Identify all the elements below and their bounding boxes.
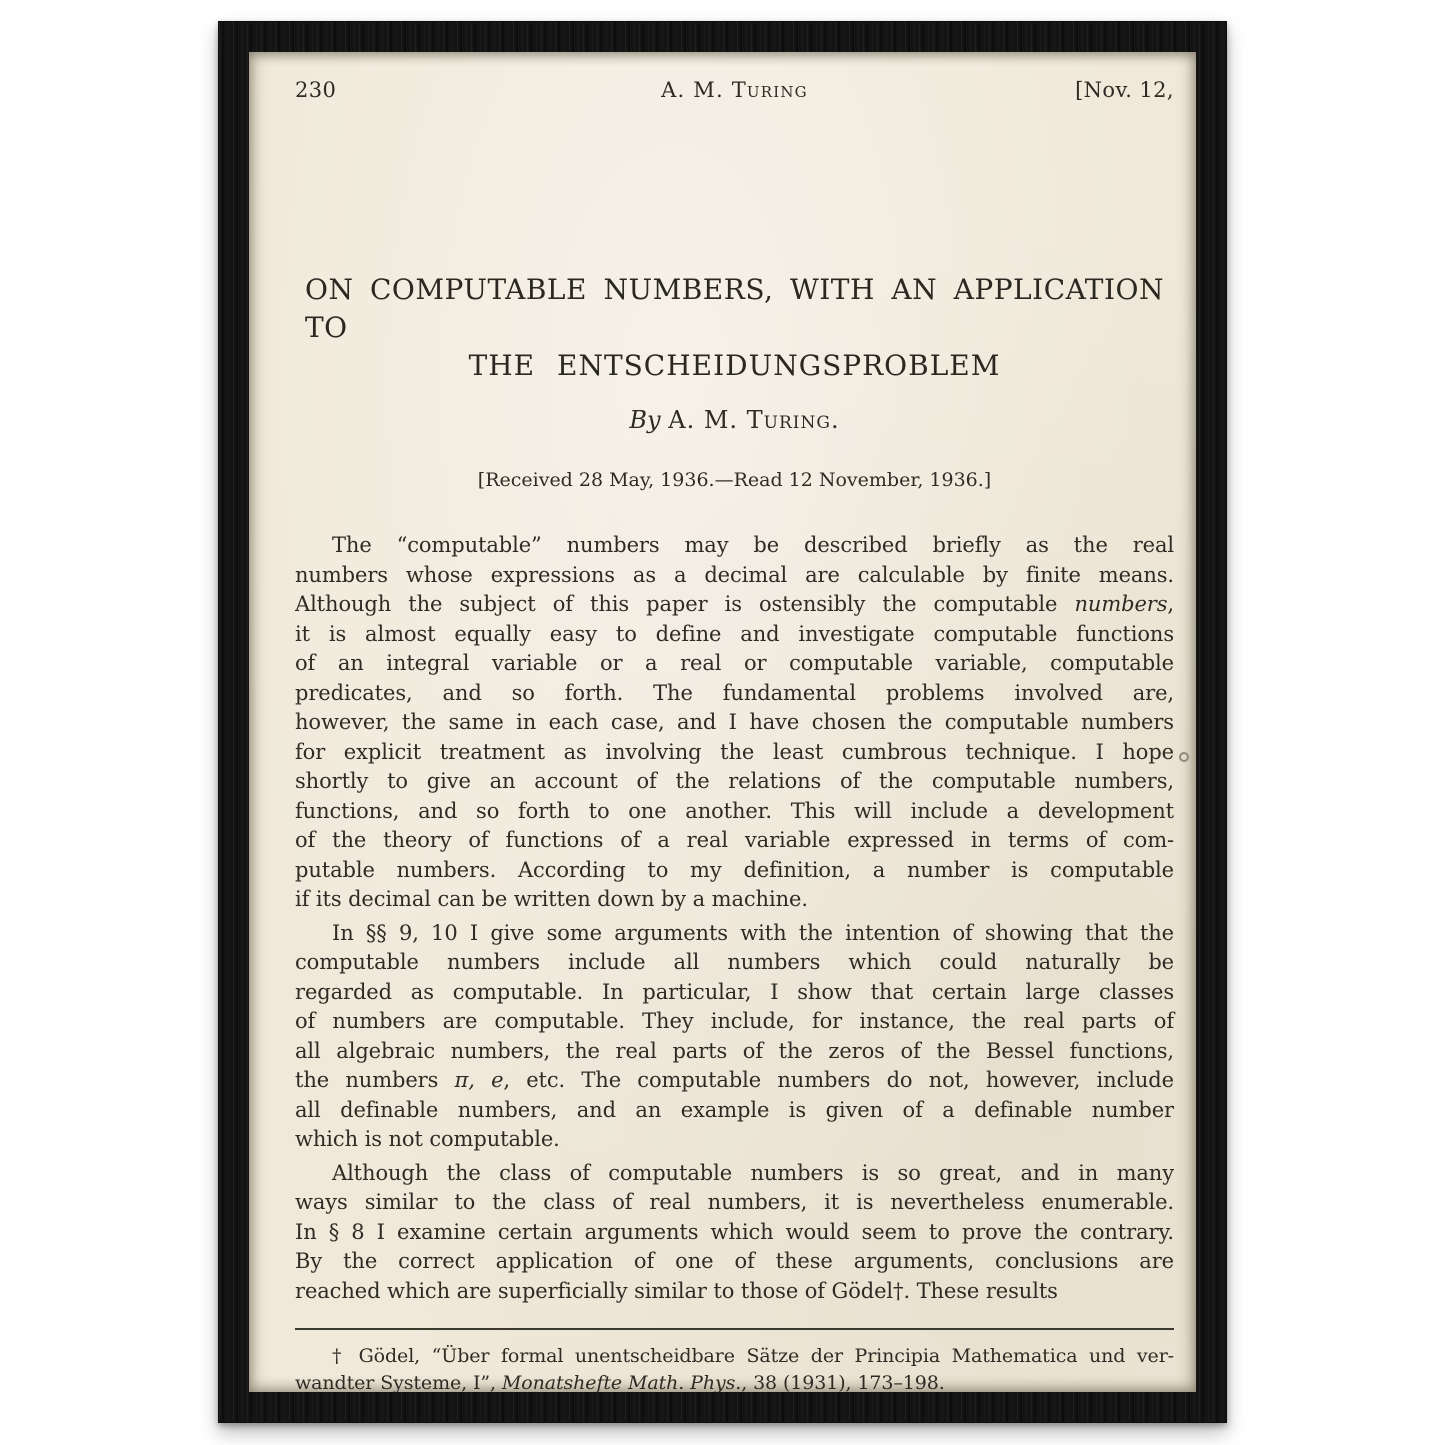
- text-line: Although the subject of this paper is ostensibly the computable numbers,: [295, 592, 1174, 616]
- issue-date: [Nov. 12,: [1075, 78, 1174, 102]
- text-line: wandter Systeme, I”, Monatshefte Math. Phys., 38 (1931), 173–198.: [295, 1372, 945, 1392]
- running-header: [295, 76, 1174, 104]
- running-title: A. M. Turing: [661, 78, 808, 102]
- paragraph: [295, 531, 1174, 915]
- paragraph: [295, 1159, 1174, 1307]
- paragraph: [295, 919, 1174, 1155]
- byline-by: By: [629, 406, 661, 434]
- text-line: † Gödel, “Über formal unentscheidbare Sätze der Principia Mathematica und ver-: [332, 1345, 1174, 1367]
- text-line: which is not computable.: [295, 1127, 560, 1151]
- text-line: the numbers π, e, etc. The computable numbers do not, however, include: [295, 1068, 1174, 1092]
- paper-title-line-1: ON COMPUTABLE NUMBERS, WITH AN APPLICATION TO: [305, 273, 1164, 344]
- text-line: for explicit treatment as involving the least cumbrous technique. I hope: [295, 739, 1174, 764]
- article-body: [295, 531, 1174, 1306]
- paper-page: [249, 52, 1196, 1392]
- text-line: reached which are superficially similar to those of Gödel†. These results: [295, 1278, 1058, 1303]
- text-line: it is almost equally easy to define and investigate computable functions: [295, 621, 1174, 646]
- text-line: putable numbers. According to my definition, a number is computable: [295, 857, 1174, 882]
- text-line: computable numbers include all numbers which could naturally be: [295, 950, 1174, 974]
- text-line: By the correct application of one of these arguments, conclusions are: [295, 1249, 1174, 1273]
- paper-blemish: [1179, 752, 1189, 762]
- text-line: of numbers are computable. They include, for instance, the real parts of: [295, 1009, 1174, 1033]
- text-line: all algebraic numbers, the real parts of the zeros of the Bessel functions,: [295, 1038, 1174, 1063]
- text-line: The “computable” numbers may be described briefly as the real: [332, 533, 1174, 557]
- text-line: predicates, and so forth. The fundamental problems involved are,: [295, 680, 1174, 705]
- text-line: all definable numbers, and an example is given of a definable number: [295, 1097, 1174, 1122]
- text-line: shortly to give an account of the relations of the computable numbers,: [295, 769, 1174, 793]
- page-number: 230: [295, 78, 337, 102]
- footnote-text: [295, 1343, 1174, 1392]
- byline: [295, 405, 1174, 435]
- text-line: of an integral variable or a real or computable variable, computable: [295, 651, 1174, 675]
- text-line: functions, and so forth to one another. This will include a development: [295, 798, 1174, 823]
- paper-title-line-2: THE ENTSCHEIDUNGSPROBLEM: [468, 349, 1001, 382]
- text-line: Although the class of computable numbers is so great, and in many: [332, 1160, 1174, 1185]
- text-line: numbers whose expressions as a decimal are calculable by finite means.: [295, 562, 1174, 587]
- paper-title: [295, 271, 1174, 385]
- footnote-rule: [295, 1328, 1174, 1330]
- text-line: regarded as computable. In particular, I show that certain large classes: [295, 979, 1174, 1004]
- text-line: of the theory of functions of a real variable expressed in terms of com-: [295, 828, 1174, 852]
- text-line: ways similar to the class of real numbers, it is nevertheless enumerable.: [295, 1190, 1174, 1214]
- text-line: In § 8 I examine certain arguments which would seem to prove the contrary.: [295, 1219, 1174, 1244]
- text-line: however, the same in each case, and I have chosen the computable numbers: [295, 710, 1174, 734]
- text-line: In §§ 9, 10 I give some arguments with the intention of showing that the: [332, 920, 1174, 945]
- byline-author: A. M. Turing.: [668, 406, 840, 434]
- picture-frame: [218, 21, 1227, 1423]
- received-note: [Received 28 May, 1936.—Read 12 November, 1936.]: [477, 469, 992, 491]
- text-line: if its decimal can be written down by a machine.: [295, 887, 808, 911]
